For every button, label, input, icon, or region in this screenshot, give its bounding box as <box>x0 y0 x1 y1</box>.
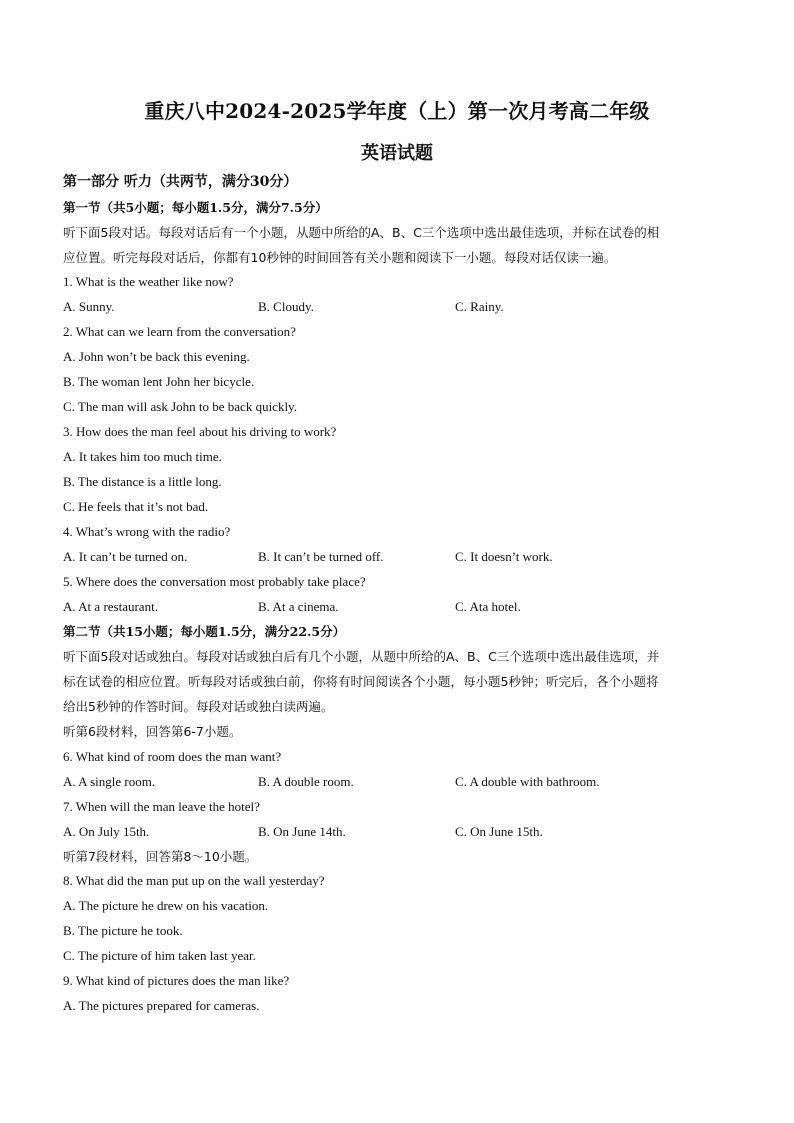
section1-instructions-line1: 听下面5段对话。每段对话后有一个小题，从题中所给的A、B、C三个选项中选出最佳选项，并标在试卷的相 <box>63 225 660 240</box>
question-2-stem: 2. What can we learn from the conversation? <box>63 324 296 339</box>
question-4-option-a: A. It can’t be turned on. <box>63 549 188 564</box>
exam-subtitle: 英语试题 <box>361 143 433 164</box>
question-2-option-c: C. The man will ask John to be back quickly. <box>63 399 297 414</box>
question-1-option-c: C. Rainy. <box>455 299 504 314</box>
question-7-stem: 7. When will the man leave the hotel? <box>63 799 260 814</box>
question-5-option-b: B. At a cinema. <box>258 599 339 614</box>
exam-title: 重庆八中2024-2025学年度（上）第一次月考高二年级 <box>144 99 650 123</box>
question-9-stem: 9. What kind of pictures does the man like? <box>63 973 290 988</box>
question-6-option-c: C. A double with bathroom. <box>455 774 600 789</box>
question-8-option-b: B. The picture he took. <box>63 923 183 938</box>
question-3-option-a: A. It takes him too much time. <box>63 449 222 464</box>
question-4-option-c: C. It doesn’t work. <box>455 549 553 564</box>
question-7-option-c: C. On June 15th. <box>455 824 543 839</box>
part1-heading: 第一部分 听力（共两节，满分30分） <box>63 174 298 190</box>
question-3-stem: 3. How does the man feel about his driving to work? <box>63 424 337 439</box>
section2-instructions-line2: 标在试卷的相应位置。听每段对话或独白前，你将有时间阅读各个小题，每小题5秒钟；听完后，各个小题将 <box>63 674 659 689</box>
question-1-option-a: A. Sunny. <box>63 299 115 314</box>
question-8-option-c: C. The picture of him taken last year. <box>63 948 256 963</box>
question-2-option-b: B. The woman lent John her bicycle. <box>63 374 255 389</box>
question-3-option-b: B. The distance is a little long. <box>63 474 222 489</box>
material-7-prompt: 听第7段材料，回答第8～10小题。 <box>63 849 258 864</box>
question-2-option-a: A. John won’t be back this evening. <box>63 349 250 364</box>
question-4-option-b: B. It can’t be turned off. <box>258 549 384 564</box>
question-8-option-a: A. The picture he drew on his vacation. <box>63 898 269 913</box>
question-5-option-a: A. At a restaurant. <box>63 599 158 614</box>
question-6-stem: 6. What kind of room does the man want? <box>63 749 282 764</box>
question-8-stem: 8. What did the man put up on the wall yesterday? <box>63 873 325 888</box>
section2-instructions-line1: 听下面5段对话或独白。每段对话或独白后有几个小题，从题中所给的A、B、C三个选项中选出最佳选项，并 <box>63 649 660 664</box>
question-1-option-b: B. Cloudy. <box>258 299 314 314</box>
question-6-option-b: B. A double room. <box>258 774 354 789</box>
question-6-option-a: A. A single room. <box>63 774 156 789</box>
question-5-option-c: C. Ata hotel. <box>455 599 521 614</box>
section2-heading: 第二节（共15小题；每小题1.5分，满分22.5分） <box>63 624 346 639</box>
section1-instructions-line2: 应位置。听完每段对话后，你都有10秒钟的时间回答有关小题和阅读下一小题。每段对话仅读一遍。 <box>63 250 617 265</box>
material-6-prompt: 听第6段材料，回答第6-7小题。 <box>63 724 242 739</box>
section1-heading: 第一节（共5小题；每小题1.5分，满分7.5分） <box>63 200 328 215</box>
question-9-option-a: A. The pictures prepared for cameras. <box>63 998 260 1013</box>
question-5-stem: 5. Where does the conversation most probably take place? <box>63 574 366 589</box>
question-3-option-c: C. He feels that it’s not bad. <box>63 499 209 514</box>
section2-instructions-line3: 给出5秒钟的作答时间。每段对话或独白读两遍。 <box>63 699 334 714</box>
question-7-option-b: B. On June 14th. <box>258 824 346 839</box>
question-4-stem: 4. What’s wrong with the radio? <box>63 524 231 539</box>
question-7-option-a: A. On July 15th. <box>63 824 150 839</box>
question-1-stem: 1. What is the weather like now? <box>63 274 234 289</box>
